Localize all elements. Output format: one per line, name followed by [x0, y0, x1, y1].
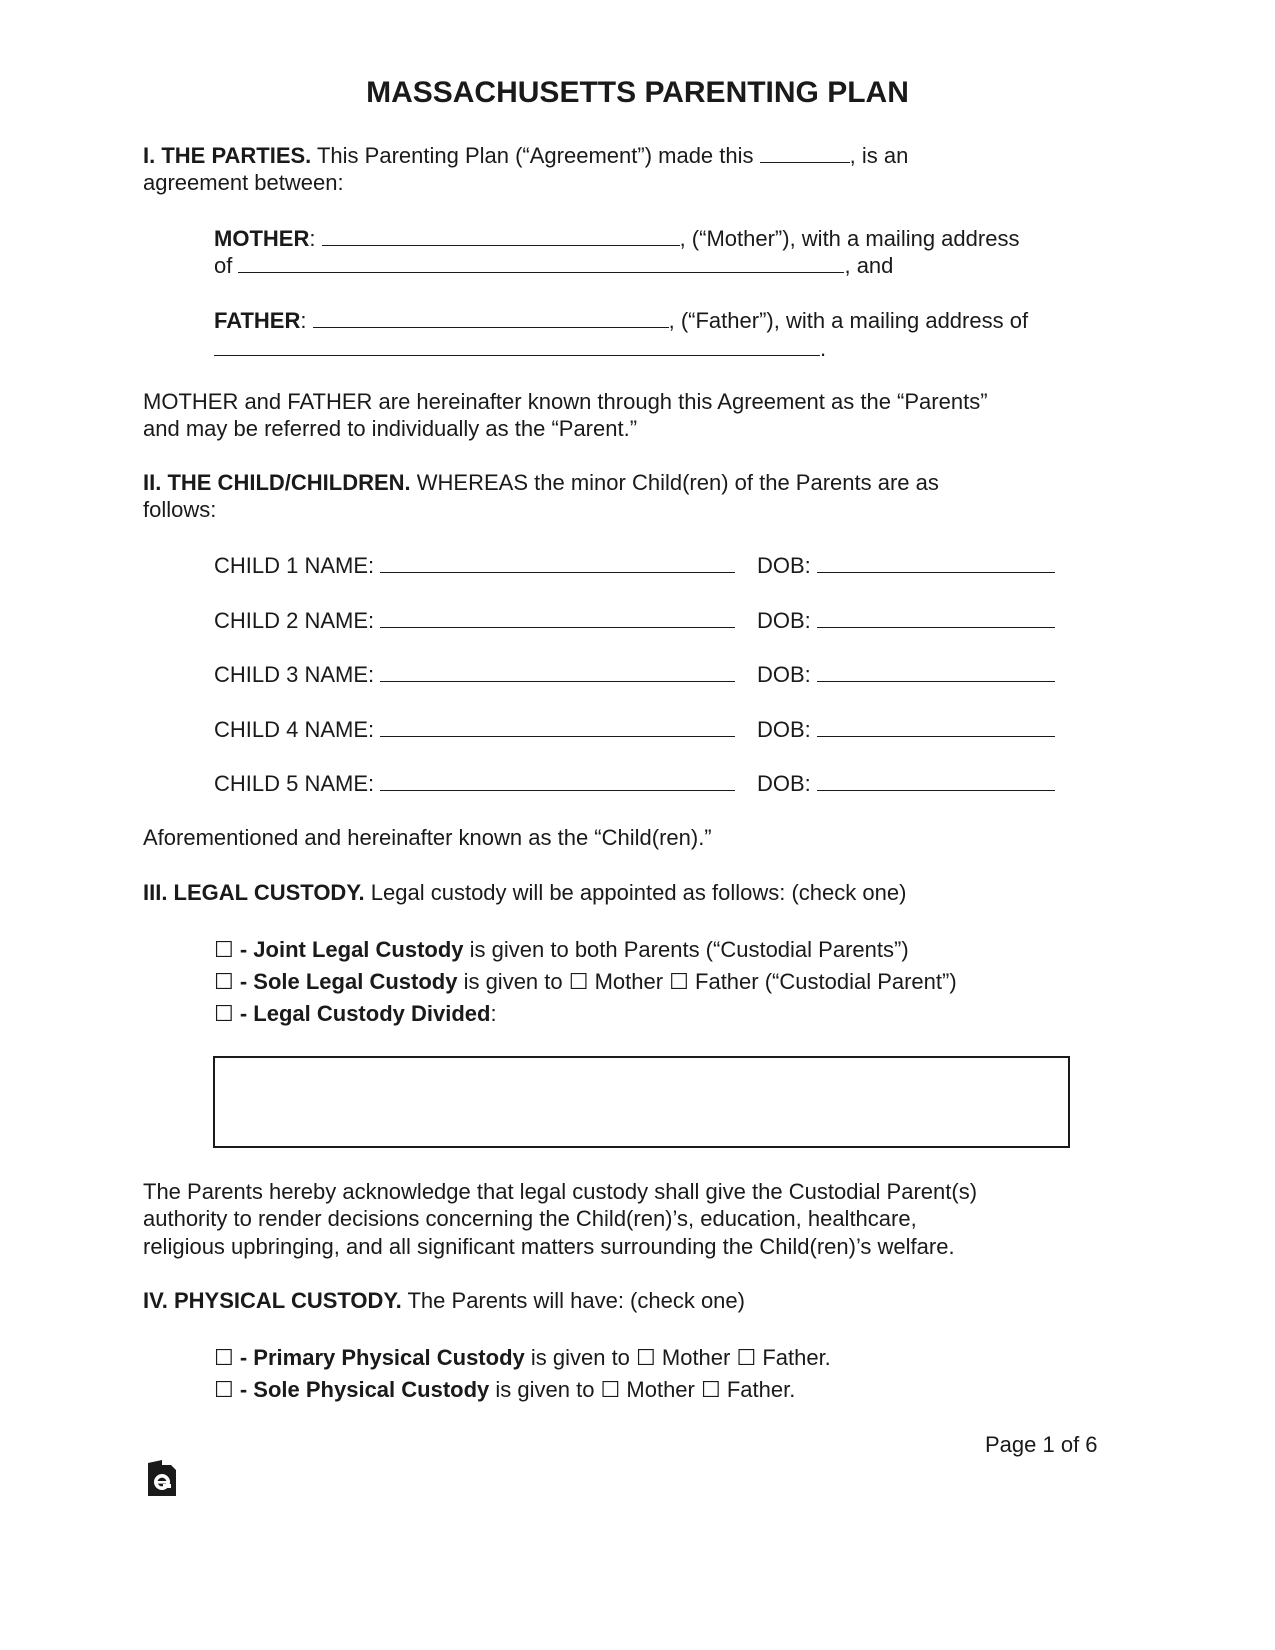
agreement-date-field[interactable] — [760, 142, 850, 163]
sole-legal-text: is given to — [457, 969, 569, 994]
child-name-label: CHILD 5 NAME: — [214, 771, 381, 796]
child-dob-label: DOB: — [757, 717, 817, 742]
children-closing: Aforementioned and hereinafter known as the “Child(ren).” — [143, 825, 712, 850]
children-intro-text: WHEREAS the minor Child(ren) of the Parents are as — [410, 470, 939, 495]
option-dash: - — [233, 937, 254, 962]
sole-legal-option — [214, 969, 957, 995]
father-suffix: , (“Father”), with a mailing address of — [668, 308, 1029, 333]
primary-physical-mother-checkbox[interactable]: ☐ — [636, 1345, 656, 1370]
divided-legal-option — [214, 1001, 497, 1027]
children-intro-line2: follows: — [143, 497, 217, 522]
sole-physical-mother-checkbox[interactable]: ☐ — [600, 1377, 621, 1402]
child-dob-label: DOB: — [757, 553, 817, 578]
child-name-field[interactable] — [380, 770, 735, 791]
sole-legal-father-checkbox[interactable]: ☐ — [669, 969, 689, 994]
mother-colon: : — [309, 226, 322, 251]
children-intro — [143, 470, 939, 496]
legal-ack-line1: The Parents hereby acknowledge that legal custody shall give the Custodial Parent(s) — [143, 1179, 978, 1204]
physical-intro — [143, 1288, 745, 1314]
child-dob-label: DOB: — [757, 662, 817, 687]
child-dob-label: DOB: — [757, 771, 817, 796]
child-name-field[interactable] — [380, 716, 735, 737]
child-dob — [757, 716, 1055, 743]
mother-name-field[interactable] — [322, 225, 680, 246]
sole-physical-label: Sole Physical Custody — [253, 1377, 490, 1402]
sole-legal-father-label: Father (“Custodial Parent”) — [688, 969, 957, 994]
sole-physical-checkbox[interactable]: ☐ — [214, 1377, 234, 1402]
document-title: MASSACHUSETTS PARENTING PLAN — [366, 76, 909, 109]
parties-intro-end: , is an — [849, 143, 909, 168]
legal-intro-text: Legal custody will be appointed as follows: (check one) — [364, 880, 907, 905]
mother-suffix: , (“Mother”), with a mailing address — [679, 226, 1020, 251]
child-dob-field[interactable] — [817, 661, 1055, 682]
option-dash: - — [233, 1377, 254, 1402]
primary-physical-text: is given to — [524, 1345, 637, 1370]
primary-physical-father-checkbox[interactable]: ☐ — [736, 1345, 757, 1370]
child-name-field[interactable] — [380, 607, 735, 628]
mother-end: , and — [844, 253, 894, 278]
child-dob — [757, 552, 1055, 579]
sole-legal-mother-label: Mother — [588, 969, 670, 994]
sole-legal-label: Sole Legal Custody — [253, 969, 458, 994]
child-dob-field[interactable] — [817, 607, 1055, 628]
child-name-label: CHILD 1 NAME: — [214, 553, 381, 578]
child-row — [214, 770, 735, 797]
sole-physical-father-label: Father. — [720, 1377, 796, 1402]
child-row — [214, 661, 735, 688]
option-dash: - — [233, 1345, 254, 1370]
father-name-field[interactable] — [313, 307, 669, 328]
child-name-field[interactable] — [380, 661, 735, 682]
sole-physical-text: is given to — [489, 1377, 601, 1402]
child-row — [214, 607, 735, 634]
option-dash: - — [233, 1001, 254, 1026]
child-dob-field[interactable] — [817, 552, 1055, 573]
page-number: Page 1 of 6 — [985, 1432, 1098, 1457]
legal-heading: III. LEGAL CUSTODY. — [143, 880, 365, 905]
mother-address-row — [214, 252, 893, 279]
child-name-label: CHILD 2 NAME: — [214, 608, 381, 633]
legal-ack-line2: authority to render decisions concerning the Child(ren)’s, education, healthcare, — [143, 1206, 917, 1231]
father-colon: : — [300, 308, 313, 333]
father-label: FATHER — [214, 308, 301, 333]
child-dob — [757, 661, 1055, 688]
primary-physical-checkbox[interactable]: ☐ — [214, 1345, 234, 1370]
mother-label: MOTHER — [214, 226, 310, 251]
father-row — [214, 307, 1028, 334]
divided-legal-label: Legal Custody Divided — [253, 1001, 491, 1026]
child-row — [214, 552, 735, 579]
father-address-row — [214, 335, 826, 362]
mother-address-field[interactable] — [238, 252, 844, 273]
father-address-field[interactable] — [214, 335, 820, 356]
eforms-logo-icon — [147, 1459, 177, 1497]
primary-physical-father-label: Father. — [756, 1345, 831, 1370]
legal-ack-line3: religious upbringing, and all significant matters surrounding the Child(ren)’s welfare. — [143, 1234, 955, 1259]
physical-heading: IV. PHYSICAL CUSTODY. — [143, 1288, 402, 1313]
divided-legal-colon: : — [490, 1001, 497, 1026]
legal-custody-divided-textbox[interactable] — [213, 1056, 1070, 1148]
child-name-label: CHILD 3 NAME: — [214, 662, 381, 687]
parents-definition-line2: and may be referred to individually as the “Parent.” — [143, 416, 638, 441]
primary-physical-option — [214, 1345, 831, 1371]
joint-legal-label: Joint Legal Custody — [253, 937, 464, 962]
joint-legal-checkbox[interactable]: ☐ — [214, 937, 234, 962]
eforms-logo-svg — [147, 1459, 177, 1497]
child-row — [214, 716, 735, 743]
physical-intro-text: The Parents will have: (check one) — [401, 1288, 745, 1313]
legal-intro — [143, 880, 906, 906]
parties-intro-text: This Parenting Plan (“Agreement”) made this — [311, 143, 760, 168]
mother-of: of — [214, 253, 239, 278]
child-name-field[interactable] — [380, 552, 735, 573]
child-dob-field[interactable] — [817, 770, 1055, 791]
child-name-label: CHILD 4 NAME: — [214, 717, 381, 742]
father-end: . — [820, 336, 827, 361]
primary-physical-mother-label: Mother — [655, 1345, 737, 1370]
sole-legal-checkbox[interactable]: ☐ — [214, 969, 234, 994]
sole-legal-mother-checkbox[interactable]: ☐ — [568, 969, 589, 994]
child-dob — [757, 607, 1055, 634]
divided-legal-checkbox[interactable]: ☐ — [214, 1001, 234, 1026]
mother-row — [214, 225, 1019, 252]
primary-physical-label: Primary Physical Custody — [253, 1345, 525, 1370]
sole-physical-father-checkbox[interactable]: ☐ — [700, 1377, 721, 1402]
children-heading: II. THE CHILD/CHILDREN. — [143, 470, 411, 495]
option-dash: - — [233, 969, 254, 994]
child-dob-label: DOB: — [757, 608, 817, 633]
child-dob — [757, 770, 1055, 797]
parties-heading: I. THE PARTIES. — [143, 143, 312, 168]
joint-legal-text: is given to both Parents (“Custodial Parents”) — [463, 937, 909, 962]
parents-definition-line1: MOTHER and FATHER are hereinafter known through this Agreement as the “Parents” — [143, 389, 988, 414]
joint-legal-option — [214, 937, 909, 963]
sole-physical-option — [214, 1377, 795, 1403]
sole-physical-mother-label: Mother — [620, 1377, 701, 1402]
child-dob-field[interactable] — [817, 716, 1055, 737]
parties-intro-line2: agreement between: — [143, 170, 344, 195]
parties-intro — [143, 142, 908, 169]
